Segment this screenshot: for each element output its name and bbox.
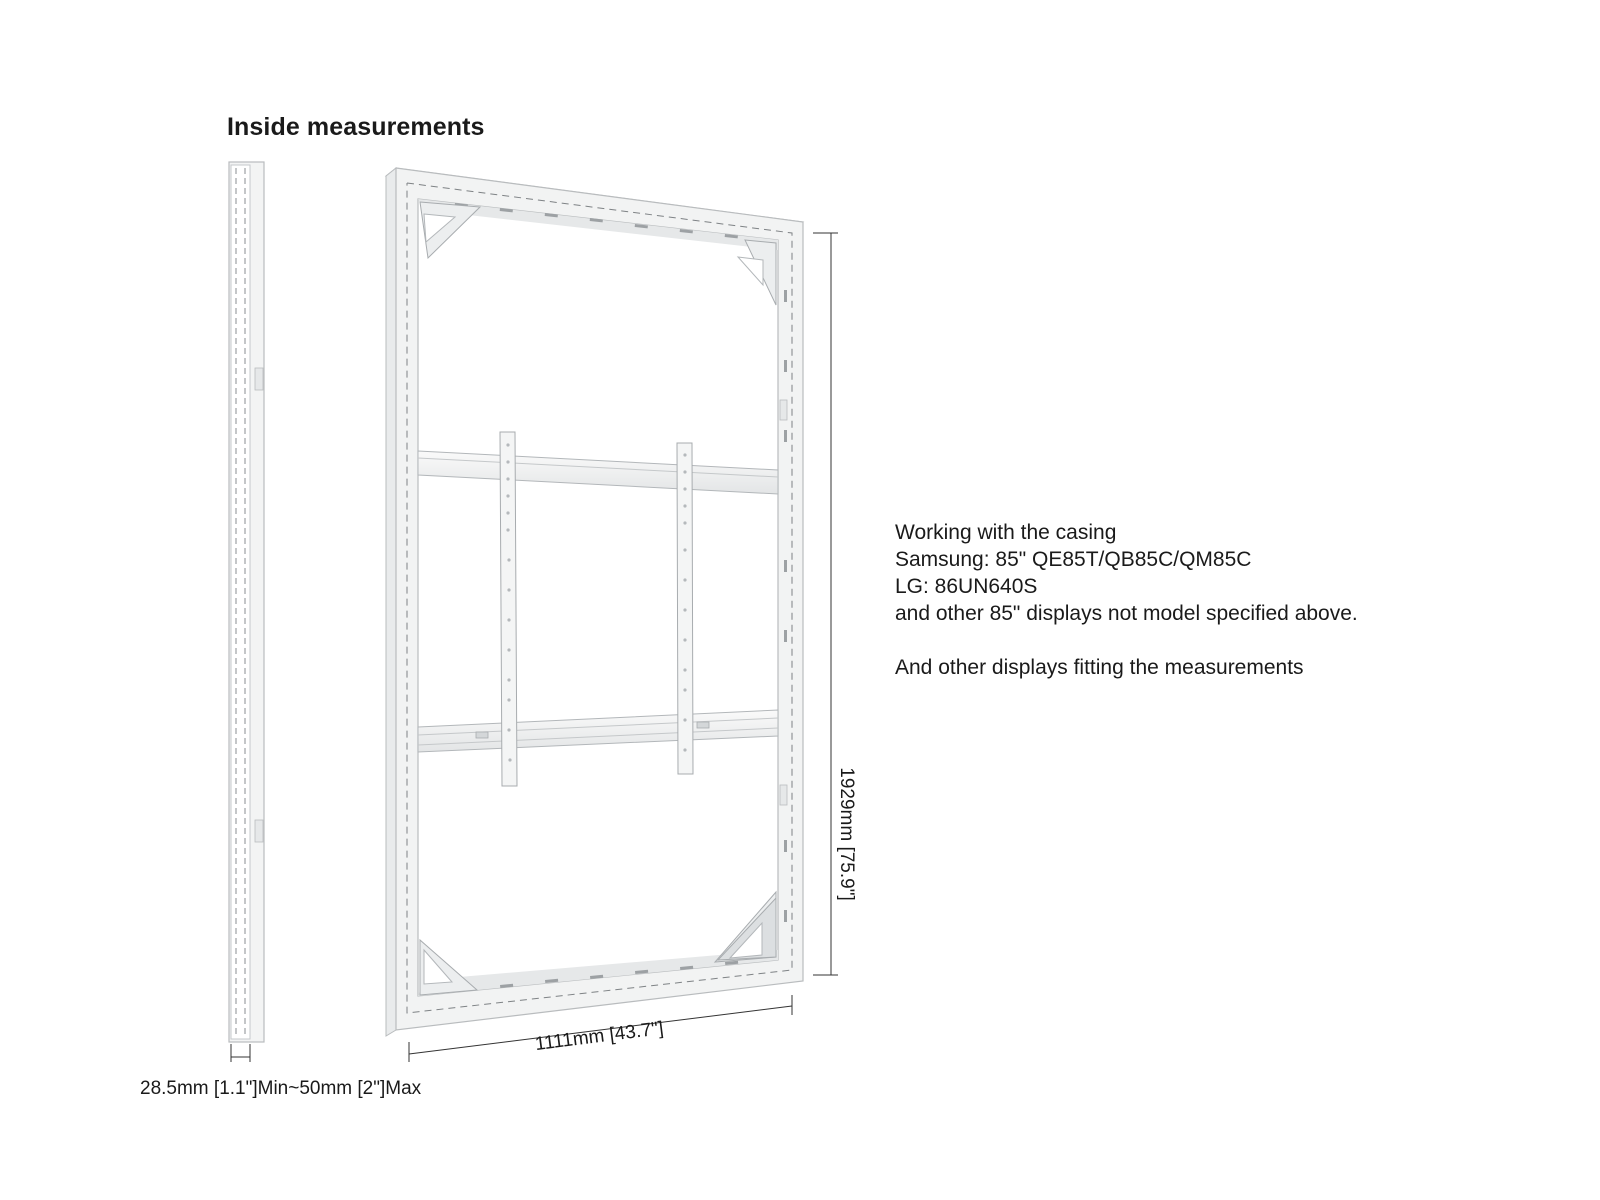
depth-dimension-label: 28.5mm [1.1"]Min~50mm [2"]Max [140, 1078, 422, 1099]
height-dimension [813, 233, 857, 975]
compatibility-info [895, 519, 1358, 681]
height-dimension-label: 1929mm [75.9"] [836, 767, 857, 901]
info-line-samsung: Samsung: 85" QE85T/QB85C/QM85C [895, 548, 1252, 571]
info-line-other-85: and other 85" displays not model specified above. [895, 602, 1358, 625]
info-line-other-displays: And other displays fitting the measurements [895, 656, 1304, 679]
side-profile-view [229, 162, 264, 1062]
info-line-casing: Working with the casing [895, 521, 1117, 544]
info-line-lg: LG: 86UN640S [895, 575, 1038, 598]
casing-frame [386, 168, 803, 1036]
page-title: Inside measurements [227, 113, 485, 141]
info-spacer [895, 627, 1358, 654]
width-dimension-label: 1111mm [43.7"] [533, 1018, 665, 1056]
